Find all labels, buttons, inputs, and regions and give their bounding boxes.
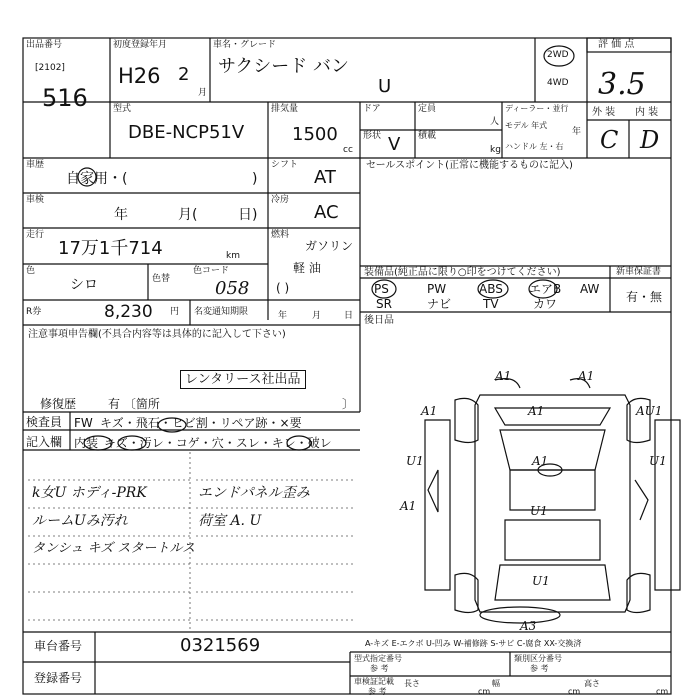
equipment-label: 装備品(純正品に限り○印をつけてください) <box>364 267 561 278</box>
hand-note-1: k女U ホディ-PRK <box>32 485 147 501</box>
interior-items: キズ・汚レ・コゲ・穴・スレ・キレ・破レ <box>104 436 332 450</box>
size-sub: 参 考 <box>368 687 387 696</box>
repair-label: 修復歴 <box>40 397 77 411</box>
size-label: 車検証記載 <box>354 677 394 686</box>
recycle-value: 8,230 <box>104 302 153 322</box>
equip-airbag: エアB <box>529 282 562 296</box>
model-label: 型式 <box>113 104 132 114</box>
displacement-label: 排気量 <box>271 104 299 114</box>
mark-u1-left: U1 <box>406 454 424 468</box>
shift-value: AT <box>314 167 336 188</box>
chassis-label: 車台番号 <box>34 639 83 653</box>
load-label: 積載 <box>418 131 437 141</box>
chassis-number: 0321569 <box>180 635 261 656</box>
warranty-value: 有・無 <box>626 290 663 304</box>
first-reg-label: 初度登録年月 <box>113 40 168 50</box>
mark-a1-left: A1 <box>421 404 438 418</box>
lot-number: 516 <box>42 84 88 112</box>
color-label: 色 <box>26 266 36 276</box>
displacement: 1500 <box>292 124 338 145</box>
model: DBE-NCP51V <box>128 122 245 143</box>
mileage-unit: km <box>226 251 240 261</box>
mileage-label: 走行 <box>26 230 45 240</box>
load-unit: kg <box>490 145 501 155</box>
grade: U <box>378 76 392 97</box>
month-unit: 月 <box>198 88 208 98</box>
registration-label: 登録番号 <box>34 671 83 685</box>
exterior-label: 外 装 <box>592 107 616 118</box>
height-label: 高さ <box>584 679 600 688</box>
sales-point-label: セールスポイント(正常に機能するものに記入) <box>366 160 573 171</box>
color-code: 058 <box>215 278 250 299</box>
equip-ps: PS <box>374 282 389 296</box>
hand-note-5: 荷室 A. U <box>198 513 262 529</box>
ac-label: 冷房 <box>271 195 290 205</box>
deadline-label: 名変通知期限 <box>194 307 249 317</box>
inspection-year: 年 <box>114 207 128 223</box>
hand-note-3: タンシュ キズ スタートルス <box>32 541 196 556</box>
mark-a1-roof: A1 <box>532 454 549 468</box>
equip-navi: ナビ <box>427 297 452 311</box>
interior-grade: D <box>640 126 660 154</box>
fuel-label: 燃料 <box>271 230 290 240</box>
mark-u1-rear: U1 <box>532 574 550 588</box>
interior-label: 内 装 <box>635 107 659 118</box>
deadline-day: 日 <box>344 311 354 321</box>
history-label: 車歴 <box>26 160 45 170</box>
warranty-label: 新車保証書 <box>616 267 662 277</box>
mark-a3-bumper: A3 <box>520 619 537 633</box>
rental-stamp: レンタリース社出品 <box>180 370 306 389</box>
fw-label: FW <box>74 416 93 430</box>
hand-note-4: エンドパネル歪み <box>198 485 310 501</box>
exterior-items: キズ・飛石・ヒビ割・リペア跡・×要 <box>100 416 302 430</box>
mark-u1-roof: U1 <box>530 504 548 518</box>
repair-value: 有 〔箇所 <box>108 397 160 411</box>
deadline-month: 月 <box>312 311 322 321</box>
car-name-label: 車名・グレード <box>213 40 277 50</box>
fuel-paren: ( ) <box>276 281 290 295</box>
notes-label: 注意事項申告欄(不具合内容等は具体的に記入して下さい) <box>28 329 286 340</box>
mark-au1: AU1 <box>636 404 663 418</box>
mark-a1-front-right: A1 <box>578 369 595 383</box>
length-cm: cm <box>478 687 491 696</box>
car-name: サクシード バン <box>218 56 350 77</box>
equip-tv: TV <box>483 297 499 311</box>
ac-value: AC <box>314 202 339 223</box>
recycle-label: R券 <box>26 307 42 317</box>
shift-label: シフト <box>271 160 299 170</box>
interior-label-row: 内装 <box>74 436 99 450</box>
deadline-year: 年 <box>278 311 288 321</box>
mileage-value: 17万1千714 <box>58 238 163 259</box>
equip-aw: AW <box>580 282 600 296</box>
width-label: 幅 <box>492 679 500 688</box>
drive-2wd: 2WD <box>547 50 569 60</box>
dealer-label: ディーラー・並行 <box>505 104 569 113</box>
equip-abs: ABS <box>479 282 503 296</box>
color-change-label: 色替 <box>152 274 171 284</box>
equip-leather: カワ <box>533 297 558 311</box>
repair-close: 〕 <box>342 397 355 411</box>
cc-unit: cc <box>343 145 353 155</box>
capacity-label: 定員 <box>418 104 437 114</box>
door-label: ドア <box>363 104 381 114</box>
history-value: 自家用・( <box>66 171 128 187</box>
mark-a1-front-left: A1 <box>495 369 512 383</box>
capacity-unit: 人 <box>490 117 500 127</box>
after-market-label: 後日品 <box>364 315 394 326</box>
first-reg-month: 2 <box>178 64 190 85</box>
year-unit: 年 <box>572 127 582 137</box>
lot-label: 出品番号 <box>26 40 63 50</box>
category-label: 類別区分番号 <box>514 654 562 663</box>
inspection-day: 日) <box>238 207 258 223</box>
hand-note-2: ルームUみ汚れ <box>32 513 128 529</box>
height-cm: cm <box>656 687 669 696</box>
inspection-label: 車検 <box>26 195 45 205</box>
inspection-month: 月( <box>178 207 198 223</box>
equip-pw: PW <box>427 282 447 296</box>
drive-4wd: 4WD <box>547 78 569 88</box>
recycle-unit: 円 <box>170 307 180 317</box>
color-code-label: 色コード <box>193 266 230 276</box>
score: 3.5 <box>598 67 646 102</box>
mark-a1-hood: A1 <box>528 404 545 418</box>
first-reg-era: H26 <box>118 64 161 88</box>
handle-label: ハンドル 左・右 <box>505 142 564 151</box>
mark-a1-side: A1 <box>400 499 417 513</box>
shape: V <box>388 134 401 155</box>
cert-sub: 参 考 <box>370 664 389 673</box>
equip-sr: SR <box>376 297 392 311</box>
color-value: シロ <box>70 277 98 293</box>
fuel-diesel: 軽 油 <box>293 261 321 275</box>
score-label: 評 価 点 <box>598 39 635 50</box>
exterior-grade: C <box>600 126 619 154</box>
cert-label: 型式指定番号 <box>354 654 402 663</box>
fuel-gas: ガソリン <box>305 239 354 253</box>
category-sub: 参 考 <box>530 664 549 673</box>
model-year-label: モデル 年式 <box>505 121 548 130</box>
record-label: 記入欄 <box>26 435 63 449</box>
history-close: ) <box>252 171 258 187</box>
length-label: 長さ <box>404 679 420 688</box>
inspect-label: 検査員 <box>26 415 63 429</box>
width-cm: cm <box>568 687 581 696</box>
diagram-legend: A-キズ E-エクボ U-凹み W-補修跡 S-サビ C-腐食 XX-交換済 <box>365 639 582 648</box>
lot-sub: [2102] <box>35 63 65 73</box>
mark-u1-right: U1 <box>649 454 667 468</box>
shape-label: 形状 <box>363 131 382 141</box>
